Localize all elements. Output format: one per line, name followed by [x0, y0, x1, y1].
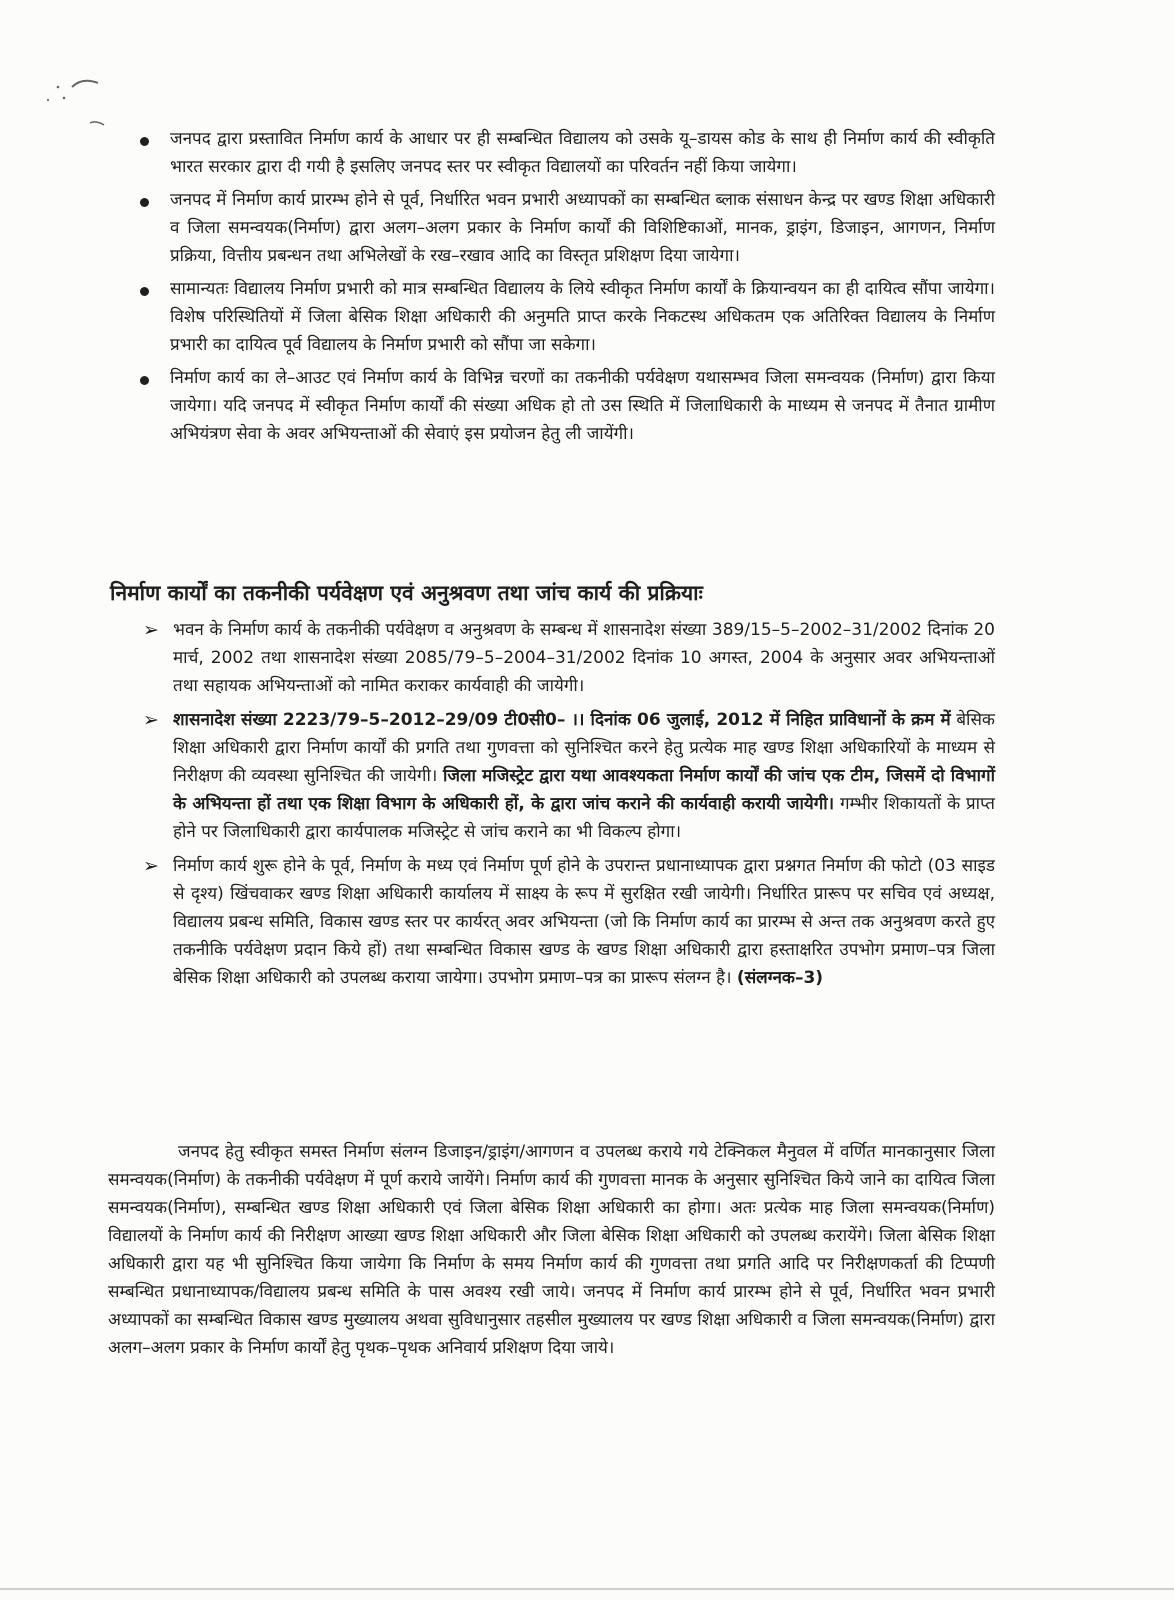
scan-artifact-mark	[40, 65, 120, 135]
closing-paragraph: जनपद हेतु स्वीकृत समस्त निर्माण संलग्न डिजाइन/ड्राइंग/आगणन व उपलब्ध कराये गये टेक्निकल मैनुवल में वर्णित मानकानुसार जिला समन्वयक(निर्माण) के तकनीकी पर्यवेक्षण में पूर्ण कराये जायेंगे। निर्माण कार्य की गुणवत्ता मानक के अनुसार सुनिश्चित किये जाने का दायित्व जिला समन्वयक(निर्माण), सम्बन्धित खण्ड शिक्षा अधिकारी एवं जिला बेसिक शिक्षा अधिकारी का होगा। अतः प्रत्येक माह जिला समन्वयक(निर्माण) विद्यालयों के निर्माण कार्य की निरीक्षण आख्या खण्ड शिक्षा अधिकारी और जिला बेसिक शिक्षा अधिकारी को उपलब्ध करायेंगे। जिला बेसिक शिक्षा अधिकारी द्वारा यह भी सुनिश्चित किया जायेगा कि निर्माण के समय निर्माण कार्य की गुणवत्ता तथा प्रगति आदि पर निरीक्षणकर्ता की टिप्पणी सम्बन्धित प्रधानाध्यापक/विद्यालय प्रबन्ध समिति के पास अवश्य रखी जाये। जनपद में निर्माण कार्य प्रारम्भ होने से पूर्व, निर्धारित भवन प्रभारी अध्यापकों का सम्बन्धित विकास खण्ड मुख्यालय अथवा सुविधानुसार तहसील मुख्यालय पर खण्ड शिक्षा अधिकारी व जिला समन्वयक(निर्माण) द्वारा अलग–अलग प्रकार के निर्माण कार्यों हेतु पृथक–पृथक अनिवार्य प्रशिक्षण दिया जाये।	[108, 1142, 995, 1358]
arrow-bullet-icon: ➢	[143, 619, 159, 641]
arrow-item-text	[173, 852, 995, 992]
bullet-item	[140, 275, 995, 359]
arrow-item	[143, 852, 995, 992]
bullet-item	[140, 125, 995, 181]
arrow-item	[143, 616, 995, 700]
arrow-item	[143, 706, 995, 846]
bullet-dot-icon	[140, 137, 149, 146]
bullet-text: सामान्यतः विद्यालय निर्माण प्रभारी को मात्र सम्बन्धित विद्यालय के लिये स्वीकृत निर्माण कार्यों के क्रियान्वयन का ही दायित्व सौंपा जायेगा। विशेष परिस्थितियों में जिला बेसिक शिक्षा अधिकारी की अनुमति प्राप्त करके निकटस्थ अधिकतम एक अतिरिक्त विद्यालय के निर्माण प्रभारी का दायित्व पूर्व विद्यालय के निर्माण प्रभारी को सौंपा जा सकेगा।	[170, 279, 995, 355]
arrow-item-text: भवन के निर्माण कार्य के तकनीकी पर्यवेक्षण व अनुश्रवण के सम्बन्ध में शासनादेश संख्या 389/15–5–2002–31/2002 दिनांक 20 मार्च, 2002 तथा शासनादेश संख्या 2085/79–5–2004–31/2002 दिनांक 10 अगस्त, 2004 के अनुसार अवर अभियन्ताओं तथा सहायक अभियन्ताओं को नामित कराकर कार्यवाही की जायेगी।	[173, 620, 995, 696]
plain-text: बेसिक शिक्षा अधिकारी द्वारा निर्माण कार्यों की प्रगति तथा गुणवत्ता को सुनिश्चित करने हेतु प्रत्येक माह खण्ड शिक्षा अधिकारियों के माध्यम से निरीक्षण की व्यवस्था सुनिश्चित की जायेगी।	[173, 710, 995, 786]
arrow-bullet-icon: ➢	[143, 709, 159, 731]
bold-reference: शासनादेश संख्या 2223/79–5–2012–29/09 टी0सी0– ।। दिनांक 06 जुलाई, 2012 में निहित प्राविधानों के क्रम में	[173, 710, 951, 730]
bullet-list	[140, 125, 995, 453]
bullet-dot-icon	[140, 287, 149, 296]
bullet-item	[140, 364, 995, 448]
bullet-text: जनपद द्वारा प्रस्तावित निर्माण कार्य के आधार पर ही सम्बन्धित विद्यालय को उसके यू–डायस कोड के साथ ही निर्माण कार्य की स्वीकृति भारत सरकार द्वारा दी गयी है इसलिए जनपद स्तर पर स्वीकृत विद्यालयों का परिवर्तन नहीं किया जायेगा।	[170, 129, 995, 177]
closing-section	[108, 1138, 995, 1362]
arrow-item-text	[173, 706, 995, 846]
plain-text: निर्माण कार्य शुरू होने के पूर्व, निर्माण के मध्य एवं निर्माण पूर्ण होने के उपरान्त प्रधानाध्यापक द्वारा प्रश्नगत निर्माण की फोटो (03 साइड से दृश्य) खिंचवाकर खण्ड शिक्षा अधिकारी कार्यालय में साक्ष्य के रूप में सुरक्षित रखी जायेगी। निर्धारित प्रारूप पर सचिव एवं अध्यक्ष, विद्यालय प्रबन्ध समिति, विकास खण्ड स्तर पर कार्यरत् अवर अभियन्ता (जो कि निर्माण कार्य का प्रारम्भ से अन्त तक अनुश्रवण करते हुए तकनीकि पर्यवेक्षण प्रदान किये हों) तथा सम्बन्धित विकास खण्ड के खण्ड शिक्षा अधिकारी द्वारा हस्ताक्षरित उपभोग प्रमाण–पत्र जिला बेसिक शिक्षा अधिकारी को उपलब्ध कराया जायेगा। उपभोग प्रमाण–पत्र का प्रारूप संलग्न है।	[173, 856, 995, 988]
bullet-dot-icon	[140, 376, 149, 385]
plain-text: गम्भीर शिकायतों के प्राप्त होने पर जिलाधिकारी द्वारा कार्यपालक मजिस्ट्रेट से जांच कराने का भी विकल्प होगा।	[173, 794, 995, 842]
bullet-dot-icon	[140, 198, 149, 207]
bullet-text: जनपद में निर्माण कार्य प्रारम्भ होने से पूर्व, निर्धारित भवन प्रभारी अध्यापकों का सम्बन्धित ब्लाक संसाधन केन्द्र पर खण्ड शिक्षा अधिकारी व जिला समन्वयक(निर्माण) द्वारा अलग–अलग प्रकार के निर्माण कार्यों की विशिष्टिकाओं, मानक, ड्राइंग, डिजाइन, आगणन, निर्माण प्रक्रिया, वित्तीय प्रबन्धन तथा अभिलेखों के रख–रखाव आदि का विस्तृत प्रशिक्षण दिया जायेगा।	[170, 190, 995, 266]
section-heading: निर्माण कार्यों का तकनीकी पर्यवेक्षण एवं अनुश्रवण तथा जांच कार्य की प्रक्रियाः	[110, 581, 703, 605]
arrow-list	[143, 616, 995, 998]
bold-instruction: जिला मजिस्ट्रेट द्वारा यथा आवश्यकता निर्माण कार्यों की जांच एक टीम, जिसमें दो विभागों के अभियन्ता हों तथा एक शिक्षा विभाग के अधिकारी हों, के द्वारा जांच कराने की कार्यवाही करायी जायेगी।	[173, 766, 995, 814]
bullet-item	[140, 186, 995, 270]
bottom-scan-edge	[0, 1588, 1174, 1590]
arrow-bullet-icon: ➢	[143, 855, 159, 877]
attachment-reference: (संलग्नक–3)	[736, 968, 824, 988]
bullet-text: निर्माण कार्य का ले–आउट एवं निर्माण कार्य के विभिन्न चरणों का तकनीकी पर्यवेक्षण यथासम्भव जिला समन्वयक (निर्माण) द्वारा किया जायेगा। यदि जनपद में स्वीकृत निर्माण कार्यों की संख्या अधिक हो तो उस स्थिति में जिलाधिकारी के माध्यम से जनपद में तैनात ग्रामीण अभियंत्रण सेवा के अवर अभियन्ताओं की सेवाएं इस प्रयोजन हेतु ली जायेंगी।	[170, 368, 995, 444]
